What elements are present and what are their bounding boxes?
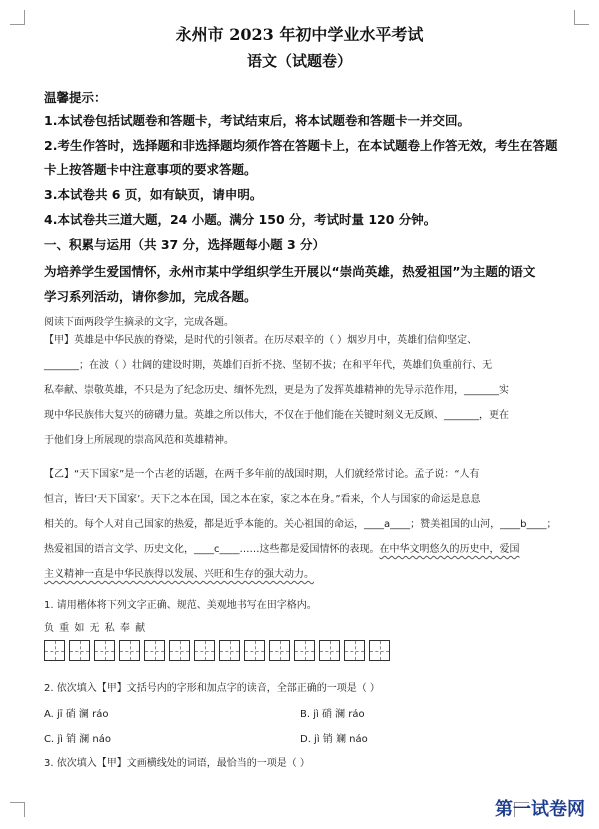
tianzige-grid xyxy=(44,640,394,661)
reading-instruction: 阅读下面两段学生摘录的文字，完成各题。 xyxy=(44,317,234,328)
question-1: 1. 请用楷体将下列文字正确、规范、美观地书写在田字格内。 xyxy=(44,600,317,611)
tianzige-cell[interactable] xyxy=(319,640,340,661)
tianzige-cell[interactable] xyxy=(44,640,65,661)
tip-2: 2.考生作答时，选择题和非选择题均须作答在答题卡上，在本试题卷上作答无效，考生在答题 xyxy=(44,138,558,153)
exam-subtitle: 语文（试题卷） xyxy=(246,52,352,70)
q2-option-d: D. jì 销 斓 náo xyxy=(300,734,368,745)
question-1-characters: 负 重 如 无 私 奉 献 xyxy=(44,623,147,634)
tianzige-cell[interactable] xyxy=(119,640,140,661)
passage-yi-line xyxy=(44,537,564,562)
tips-heading: 温馨提示： xyxy=(44,90,107,105)
tianzige-cell[interactable] xyxy=(294,640,315,661)
passage-yi-line: 恒言，皆曰‘天下国家’。天下之本在国，国之本在家，家之本在身。”看来，个人与国家的命运是息息 xyxy=(44,494,481,505)
passage-jia-line: _______；在波（ ）壮阔的建设时期，英雄们百折不挠、坚韧不拔；在和平年代，英雄们负重前行、无 xyxy=(44,360,493,371)
passage-yi-last-line: 主义精神一直是中华民族得以发展、兴旺和生存的强大动力。 xyxy=(44,569,314,580)
tip-2-cont: 卡上按答题卡中注意事项的要求答题。 xyxy=(44,162,257,177)
tianzige-cell[interactable] xyxy=(94,640,115,661)
passage-jia-line: 于他们身上所展现的崇高风范和英雄精神。 xyxy=(44,435,234,446)
tianzige-cell[interactable] xyxy=(194,640,215,661)
passage-yi-line: 【乙】“天下国家”是一个古老的话题，在两千多年前的战国时期，人们就经常讨论。孟子说：“人有 xyxy=(44,469,480,480)
intro-line-1: 为培养学生爱国情怀，永州市某中学组织学生开展以“崇尚英雄，热爱祖国”为主题的语文 xyxy=(44,264,536,279)
tip-4: 4.本试卷共三道大题，24 小题。满分 150 分，考试时量 120 分钟。 xyxy=(44,212,437,227)
passage-jia xyxy=(44,328,564,453)
tianzige-cell[interactable] xyxy=(219,640,240,661)
exam-title: 永州市 2023 年初中学业水平考试 xyxy=(175,25,424,44)
passage-jia-line: 现中华民族伟大复兴的磅礴力量。英雄之所以伟大，不仅在于他们能在关键时刻义无反顾、_______，更在 xyxy=(44,410,509,421)
q2-option-a: A. jī 硝 澜 ráo xyxy=(44,709,109,720)
tip-3: 3.本试卷共 6 页，如有缺页，请申明。 xyxy=(44,187,263,202)
crop-mark-bottom-left xyxy=(10,802,25,817)
tianzige-cell[interactable] xyxy=(269,640,290,661)
passage-yi xyxy=(44,462,564,587)
section-1-heading: 一、积累与运用（共 37 分，选择题每小题 3 分） xyxy=(44,237,326,252)
tip-1: 1.本试卷包括试题卷和答题卡，考试结束后，将本试题卷和答题卡一并交回。 xyxy=(44,113,470,128)
passage-jia-line: 【甲】英雄是中华民族的脊梁，是时代的引领者。在历尽艰辛的（ ）烟岁月中，英雄们信仰坚定、 xyxy=(44,335,478,346)
tianzige-cell[interactable] xyxy=(244,640,265,661)
passage-yi-underlined: 在中华文明悠久的历史中，爱国 xyxy=(379,544,520,555)
q2-option-c: C. jì 销 澜 náo xyxy=(44,734,112,745)
q2-option-b: B. jì 硝 澜 ráo xyxy=(300,709,365,720)
footer-brand: 第一试卷网 xyxy=(495,799,585,820)
tianzige-cell[interactable] xyxy=(344,640,365,661)
passage-yi-line-4: 热爱祖国的语言文学、历史文化，____c____……这些都是爱国情怀的表现。 xyxy=(44,544,380,555)
tianzige-cell[interactable] xyxy=(69,640,90,661)
intro-line-2: 学习系列活动，请你参加，完成各题。 xyxy=(44,289,257,304)
tianzige-cell[interactable] xyxy=(169,640,190,661)
question-3: 3. 依次填入【甲】文画横线处的词语，最恰当的一项是（ ） xyxy=(44,758,310,769)
tianzige-cell[interactable] xyxy=(369,640,390,661)
tianzige-cell[interactable] xyxy=(144,640,165,661)
question-2: 2. 依次填入【甲】文括号内的字形和加点字的读音，全部正确的一项是（ ） xyxy=(44,683,380,694)
passage-yi-line: 相关的。每个人对自己国家的热爱，都是近乎本能的。关心祖国的命运，____a____；赞美祖国的山河，____b____； xyxy=(44,519,557,530)
passage-jia-line: 私奉献、崇敬英雄，不只是为了纪念历史、缅怀先烈，更是为了发挥英雄精神的先导示范作用，_______实 xyxy=(44,385,509,396)
